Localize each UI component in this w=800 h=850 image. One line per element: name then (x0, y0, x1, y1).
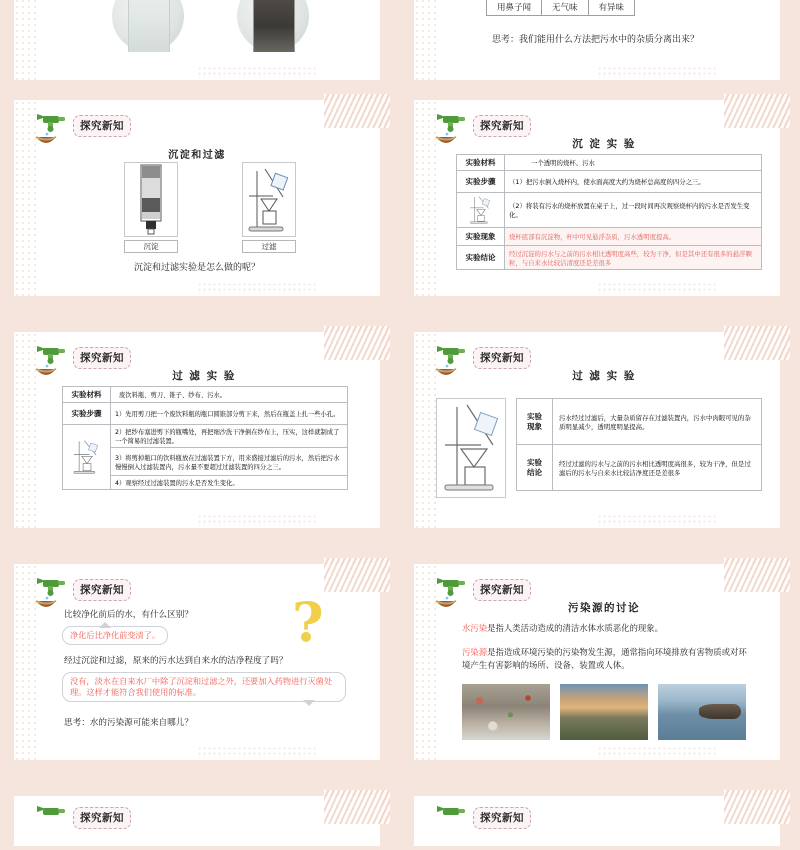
row-text: 烧杯底部有沉淀物，杯中可见悬浮杂质，污水透明度提高。 (505, 228, 762, 246)
filtration-diagram (242, 162, 296, 237)
dot-pattern-bottom (597, 514, 717, 526)
row-text: 经过过滤的污水与之前的污水相比透明度高很多，较为干净，但是过滤后的污水与自来水比较洁净度还是差很多 (553, 445, 762, 491)
row-text: （2）将装有污水的烧杯放置在桌子上，过一段时间再次观察烧杯内的污水是否发生变化。 (505, 193, 762, 228)
table-row (457, 171, 762, 193)
badge-label: 探究新知 (73, 115, 131, 137)
row-text: 经过沉淀的污水与之前的污水相比透明度高些，较为干净，但是其中还有很多的悬浮颗粒，与自来水比较洁清度还是差很多 (505, 246, 762, 270)
answer-bubble-2: 没有，淡水在自来水厂中除了沉淀和过滤之外，还要加入药物进行灭菌处理。这样才能符合我们使用的标准。 (62, 672, 346, 702)
photo-row (462, 684, 746, 740)
term-pollution-source: 污染源 (462, 647, 488, 657)
slide-title: 沉 淀 实 验 (572, 138, 636, 150)
row-text: 污水经过过滤后，大量杂质留存在过滤装置内，污水中肉眼可见的杂质明显减少，透明度明显提高。 (553, 399, 762, 445)
water-pollution-definition (462, 622, 754, 635)
slide-thumbnail-2[interactable] (400, 0, 790, 88)
row-text: 废饮料瓶、剪刀、锥子、纱布、污水。 (111, 387, 348, 403)
slide-thumbnail-5[interactable] (0, 326, 390, 552)
diagram-caption-filtration: 过滤 (242, 240, 296, 253)
slide-thumbnail-8[interactable] (400, 558, 790, 784)
pollution-source-question: 思考：水的污染源可能来自哪儿？ (64, 718, 193, 728)
row-label: 实验结论 (457, 246, 505, 270)
row-label: 实验材料 (63, 387, 111, 403)
table-row (457, 228, 762, 246)
explore-new-knowledge-badge (32, 574, 131, 610)
clear-water-beaker-photo (112, 0, 184, 52)
row-label: 实验现象 (457, 228, 505, 246)
table-row (457, 193, 762, 228)
filter-stand-thumb (457, 193, 505, 228)
table-row (63, 425, 348, 448)
experiment-question: 沉淀和过滤实验是怎么做的呢？ (133, 263, 260, 273)
dot-pattern-bottom (597, 282, 717, 294)
row-text: 4）观察经过过滤装置的污水是否发生变化。 (111, 476, 348, 490)
explore-new-knowledge-badge (32, 110, 131, 146)
label-line: 实验 (527, 458, 542, 468)
row-label: 实验步骤 (63, 403, 111, 425)
faucet-icon (32, 110, 72, 146)
row-label (517, 399, 553, 445)
smell-observation-table (486, 0, 635, 16)
polluted-sunset-field-photo (560, 684, 648, 740)
badge-label: 探究新知 (73, 807, 131, 829)
table-cell: 有异味 (588, 0, 635, 16)
slide-thumbnail-3[interactable] (0, 94, 390, 320)
slide-title: 过 滤 实 验 (572, 370, 636, 382)
trash-shoreline-photo (462, 684, 550, 740)
dot-pattern-left (14, 0, 40, 80)
slide-thumbnail-7[interactable] (0, 558, 390, 784)
badge-label: 探究新知 (73, 579, 131, 601)
label-line: 结论 (527, 467, 542, 477)
row-text: 1）先用剪刀把一个废饮料瓶的瓶口圆锥部分剪下来，然后在瓶盖上扎一些小孔。 (111, 403, 348, 425)
row-label: 实验步骤 (457, 171, 505, 193)
dot-pattern-bottom (197, 66, 317, 78)
diagram-caption-precipitation: 沉淀 (124, 240, 178, 253)
definition-text: 是指人类活动造成的清洁水体水质恶化的现象。 (487, 623, 663, 633)
answer-bubble-1: 净化后比净化前变清了。 (62, 626, 168, 645)
filter-experiment-table (62, 386, 348, 490)
separation-question: 思考：我们能用什么方法把污水中的杂质分离出来？ (492, 35, 700, 45)
dot-pattern-bottom (197, 746, 317, 758)
compare-question-1: 比较净化前后的水，有什么区别？ (64, 610, 193, 620)
row-text: 2）把纱布塞进剪下的瓶嘴处，再把细沙洗干净倒在纱布上，压实，这样就制成了一个简易的过滤装置。 (111, 425, 348, 448)
explore-new-knowledge-badge (32, 802, 131, 838)
slide-thumbnail-9[interactable] (0, 790, 390, 850)
slide-thumbnail-4[interactable] (400, 94, 790, 320)
question-mark-graphic: ? (292, 590, 324, 654)
slide-title: 过 滤 实 验 (172, 370, 236, 382)
row-label: 实验材料 (457, 155, 505, 171)
faucet-icon (432, 802, 472, 838)
row-text: （1）把污水倒入烧杯内，使水面高度大约为烧杯总高度的四分之三。 (505, 171, 762, 193)
dirty-water-beaker-photo (237, 0, 309, 52)
dot-pattern-left (414, 0, 440, 80)
badge-label: 探究新知 (473, 807, 531, 829)
label-line: 现象 (527, 421, 542, 431)
slide-title: 污染源的讨论 (568, 602, 640, 614)
slide-thumbnail-10[interactable] (400, 790, 790, 850)
faucet-icon (32, 574, 72, 610)
label-line: 实验 (527, 412, 542, 422)
faucet-icon (32, 802, 72, 838)
explore-new-knowledge-badge (432, 802, 531, 838)
slide-thumbnail-1[interactable] (0, 0, 390, 88)
dot-pattern-bottom (197, 514, 317, 526)
dot-pattern-bottom (197, 282, 317, 294)
precipitation-diagram (124, 162, 178, 237)
discharge-pipe-photo (658, 684, 746, 740)
table-cell: 用鼻子闻 (487, 0, 542, 16)
filter-result-table (516, 398, 762, 491)
dot-pattern-bottom (597, 746, 717, 758)
row-text: 3）将剪掉瓶口的饮料瓶放在过滤装置下方，用来盛接过滤后的污水，然后把污水慢慢倒入过滤装置内，污水量不要超过过滤装置的四分之三。 (111, 448, 348, 476)
definition-text: 是指造成环境污染的污染物发生源，通常指向环境排放有害物质或对环境产生有害影响的场所、设备、装置或人体。 (462, 647, 747, 670)
badge-label: 探究新知 (473, 115, 531, 137)
slide-title: 沉淀和过滤 (168, 150, 226, 161)
table-row (457, 155, 762, 171)
filtration-apparatus-diagram (436, 398, 506, 498)
badge-label: 探究新知 (473, 579, 531, 601)
term-water-pollution: 水污染 (462, 623, 488, 633)
pollution-source-definition (462, 646, 754, 671)
compare-question-2: 经过沉淀和过滤，原来的污水达到自来水的洁净程度了吗？ (64, 656, 288, 666)
slide-thumbnail-6[interactable] (400, 326, 790, 552)
table-row (63, 403, 348, 425)
table-row (517, 399, 762, 445)
table-cell: 无气味 (542, 0, 589, 16)
table-row (517, 445, 762, 491)
badge-label: 探究新知 (473, 347, 531, 369)
dot-pattern-bottom (597, 66, 717, 78)
badge-label: 探究新知 (73, 347, 131, 369)
filter-stand-thumb (63, 425, 111, 490)
precipitation-experiment-table (456, 154, 762, 270)
table-row (63, 387, 348, 403)
row-text: 一个透明的烧杯、污水 (505, 155, 762, 171)
table-row (457, 246, 762, 270)
row-label (517, 445, 553, 491)
